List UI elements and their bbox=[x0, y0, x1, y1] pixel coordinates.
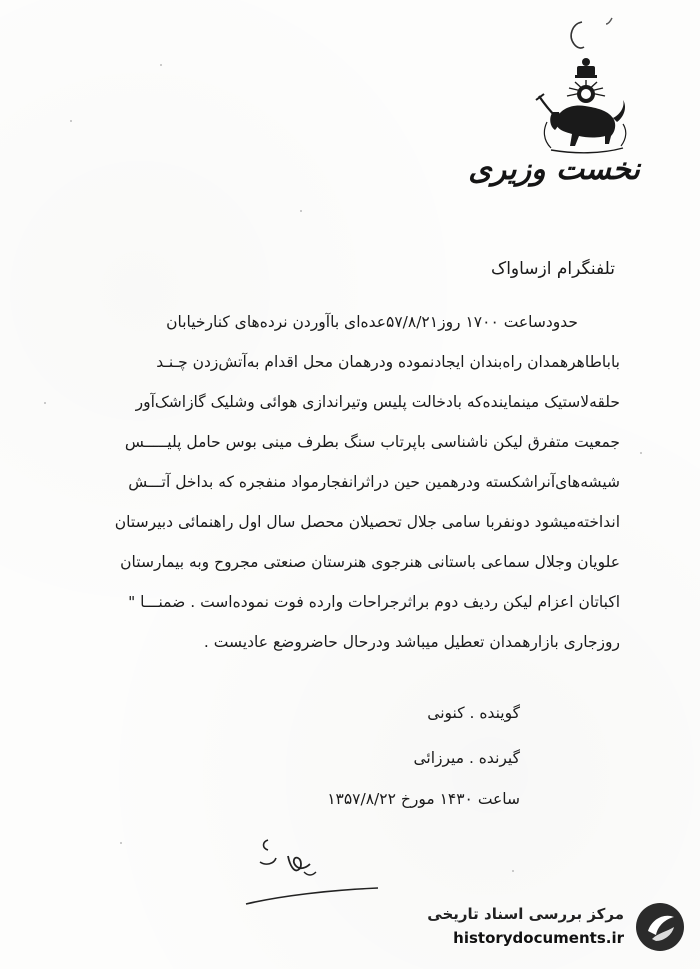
body-line: اکباتان اعزام لیکن ردیف دوم براثرجراحات وارده فوت نموده‌است . ضمنـــا " bbox=[128, 593, 620, 611]
handwritten-signature-icon bbox=[240, 832, 380, 922]
body-line: علویان وجلال سماعی باستانی هنرجوی هنرستان صنعتی مجروح وبه بیمارستان bbox=[120, 553, 620, 571]
archive-watermark bbox=[396, 899, 686, 959]
letterhead-title: نخست وزیری bbox=[468, 152, 640, 187]
lion-and-sun-emblem-icon bbox=[525, 52, 635, 162]
body-line: جمعیت متفرق لیکن ناشناسی باپرتاب سنگ بطرف مینی بوس حامل پلیـــــس bbox=[124, 433, 620, 451]
body-line: شیشه‌های‌آنراشکسته ودرهمین حین دراثرانفجارمواد منفجره که بداخل آتـــش bbox=[128, 473, 620, 491]
receiver-line: گیرنده . میرزائی bbox=[413, 749, 520, 767]
body-line: باباطاهرهمدان راه‌بندان ایجادنموده ودرهمان محل اقدام به‌آتش‌زدن چـنـد bbox=[156, 353, 620, 371]
body-line: انداخته‌میشود دونفربا سامی جلال تحصیلان محصل سال اول راهنمائی دبیرستان bbox=[114, 513, 620, 531]
document-heading: تلفنگرام ازساواک bbox=[490, 259, 615, 279]
body-line: حدودساعت ۱۷۰۰ روز۵۷/۸/۲۱عده‌ای باآوردن نرده‌های کنارخیابان bbox=[166, 313, 578, 331]
body-line: حلقه‌لاستیک مینماینده‌که بادخالت پلیس وتیراندازی هوائی وشلیک گازاشک‌آور bbox=[135, 393, 620, 411]
time-date-line: ساعت ۱۴۳۰ مورخ ۱۳۵۷/۸/۲۲ bbox=[327, 790, 520, 808]
document-body bbox=[75, 302, 620, 662]
body-line: روزجاری بازارهمدان تعطیل میباشد ودرحال حاضروضع عادیست . bbox=[203, 633, 620, 651]
archive-logo-icon bbox=[634, 901, 686, 953]
watermark-url[interactable]: historydocuments.ir bbox=[453, 929, 624, 947]
watermark-title: مرکز بررسی اسناد تاریخی bbox=[427, 905, 624, 923]
sender-line: گوینده . کنونی bbox=[427, 704, 520, 722]
